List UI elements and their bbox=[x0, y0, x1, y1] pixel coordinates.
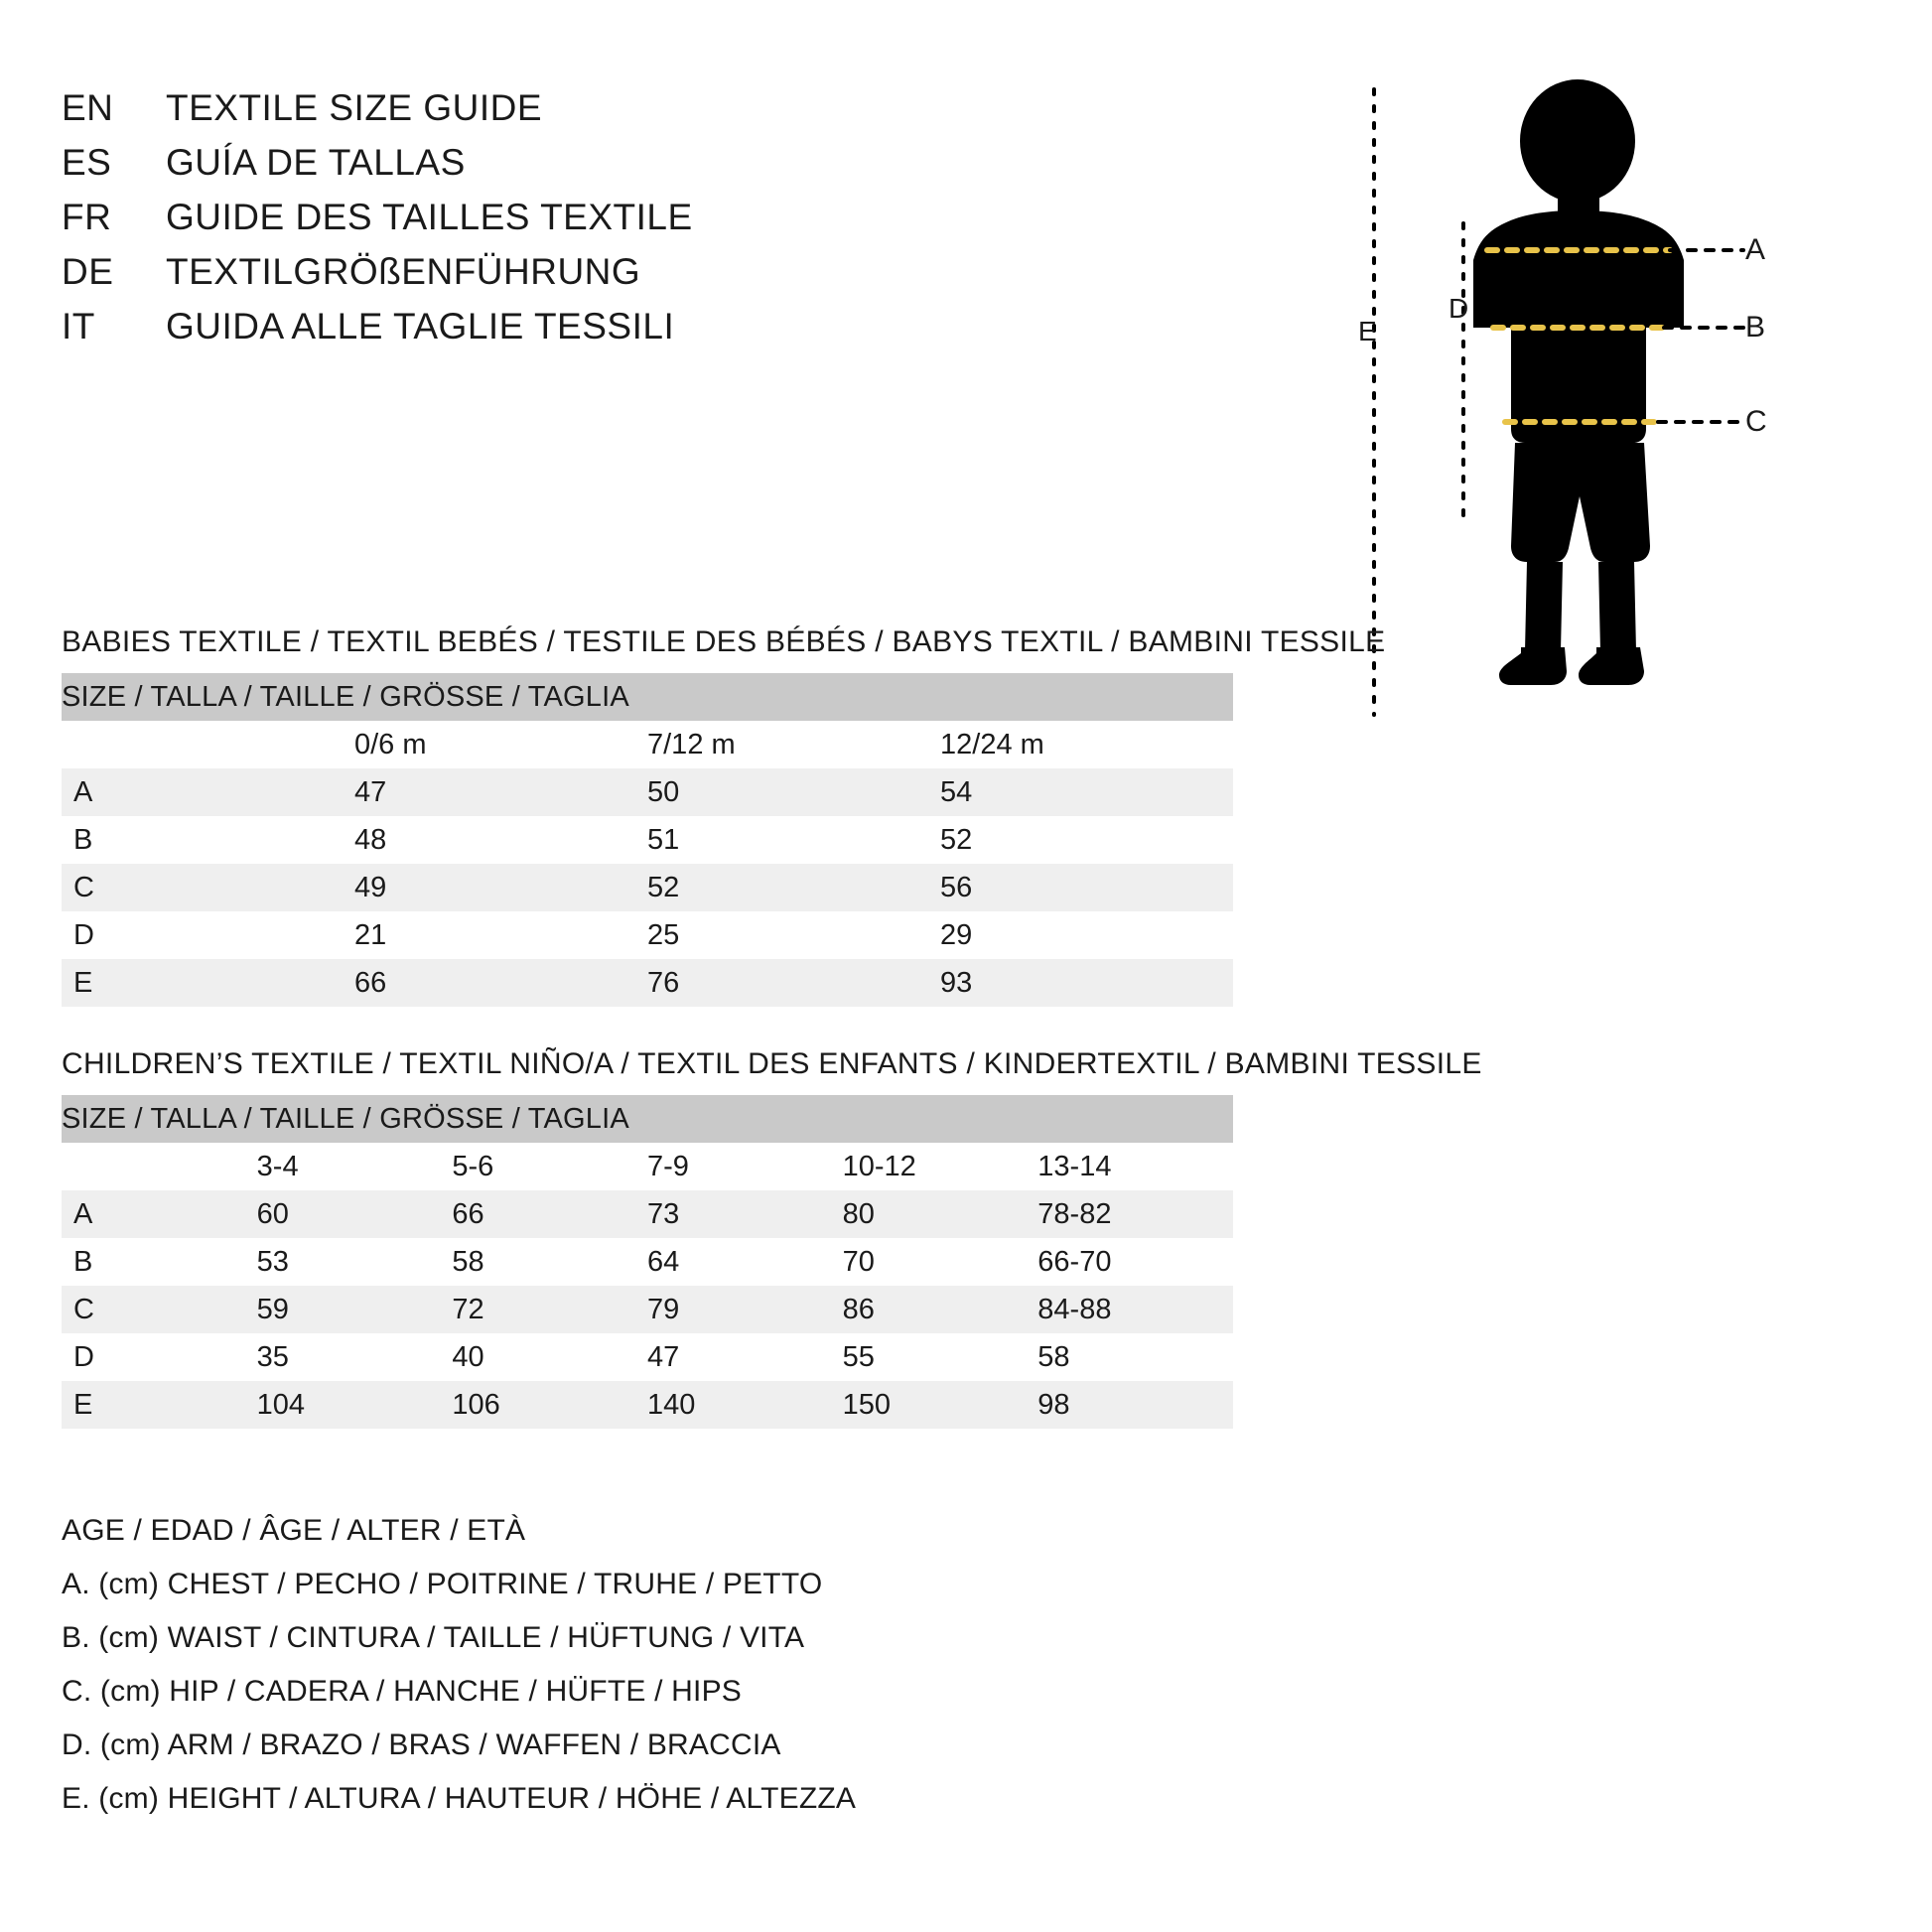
empty-corner-cell bbox=[62, 1143, 257, 1190]
row-label: D bbox=[62, 911, 354, 959]
child-silhouette bbox=[1473, 79, 1684, 685]
row-label: B bbox=[62, 1238, 257, 1286]
row-label: D bbox=[62, 1333, 257, 1381]
legend-line-height: E. (cm) HEIGHT / ALTURA / HAUTEUR / HÖHE / ALTEZZA bbox=[62, 1782, 857, 1815]
language-code: EN bbox=[62, 87, 114, 128]
children-col-header: 5-6 bbox=[452, 1143, 647, 1190]
cell-value: 52 bbox=[940, 816, 1233, 864]
cell-value: 29 bbox=[940, 911, 1233, 959]
figure-label-b: B bbox=[1745, 311, 1766, 344]
cell-value: 48 bbox=[354, 816, 647, 864]
cell-value: 49 bbox=[354, 864, 647, 911]
language-title: TEXTILGRÖßENFÜHRUNG bbox=[166, 251, 641, 292]
language-row bbox=[62, 142, 1154, 197]
cell-value: 56 bbox=[940, 864, 1233, 911]
babies-col-header: 7/12 m bbox=[647, 721, 940, 768]
row-label: C bbox=[62, 1286, 257, 1333]
cell-value: 98 bbox=[1037, 1381, 1233, 1429]
cell-value: 40 bbox=[452, 1333, 647, 1381]
children-section-title: CHILDREN’S TEXTILE / TEXTIL NIÑO/A / TEXTIL DES ENFANTS / KINDERTEXTIL / BAMBINI TESSILE bbox=[62, 1047, 1482, 1080]
figure-label-d: D bbox=[1449, 293, 1469, 324]
babies-size-table bbox=[62, 673, 1233, 1007]
children-col-header: 3-4 bbox=[257, 1143, 453, 1190]
cell-value: 150 bbox=[843, 1381, 1038, 1429]
table-header-band bbox=[62, 673, 1233, 721]
cell-value: 64 bbox=[647, 1238, 843, 1286]
measurement-legend bbox=[62, 1504, 856, 1826]
legend-line-hip: C. (cm) HIP / CADERA / HANCHE / HÜFTE / HIPS bbox=[62, 1675, 742, 1708]
table-row bbox=[62, 864, 1233, 911]
cell-value: 58 bbox=[1037, 1333, 1233, 1381]
language-code: DE bbox=[62, 251, 114, 292]
children-col-header: 13-14 bbox=[1037, 1143, 1233, 1190]
cell-value: 79 bbox=[647, 1286, 843, 1333]
cell-value: 66 bbox=[354, 959, 647, 1007]
cell-value: 52 bbox=[647, 864, 940, 911]
cell-value: 21 bbox=[354, 911, 647, 959]
language-row bbox=[62, 306, 1154, 360]
cell-value: 76 bbox=[647, 959, 940, 1007]
table-row bbox=[62, 1286, 1233, 1333]
babies-section bbox=[62, 625, 1385, 1007]
language-code: FR bbox=[62, 197, 112, 237]
legend-line-waist: B. (cm) WAIST / CINTURA / TAILLE / HÜFTUNG / VITA bbox=[62, 1621, 805, 1654]
cell-value: 66-70 bbox=[1037, 1238, 1233, 1286]
cell-value: 54 bbox=[940, 768, 1233, 816]
babies-col-header: 0/6 m bbox=[354, 721, 647, 768]
table-row bbox=[62, 1190, 1233, 1238]
cell-value: 55 bbox=[843, 1333, 1038, 1381]
cell-value: 60 bbox=[257, 1190, 453, 1238]
children-col-header: 10-12 bbox=[843, 1143, 1038, 1190]
legend-line-age: AGE / EDAD / ÂGE / ALTER / ETÀ bbox=[62, 1514, 526, 1547]
table-column-header-row bbox=[62, 1143, 1233, 1190]
language-title-list bbox=[62, 87, 1154, 360]
language-title: GUIDE DES TAILLES TEXTILE bbox=[166, 197, 693, 237]
cell-value: 104 bbox=[257, 1381, 453, 1429]
language-code: IT bbox=[62, 306, 95, 346]
cell-value: 53 bbox=[257, 1238, 453, 1286]
language-title: TEXTILE SIZE GUIDE bbox=[166, 87, 543, 128]
cell-value: 47 bbox=[354, 768, 647, 816]
figure-label-e: E bbox=[1358, 316, 1377, 346]
row-label: C bbox=[62, 864, 354, 911]
cell-value: 73 bbox=[647, 1190, 843, 1238]
row-label: E bbox=[62, 1381, 257, 1429]
table-row bbox=[62, 1238, 1233, 1286]
table-row bbox=[62, 959, 1233, 1007]
cell-value: 59 bbox=[257, 1286, 453, 1333]
cell-value: 50 bbox=[647, 768, 940, 816]
babies-section-title: BABIES TEXTILE / TEXTIL BEBÉS / TESTILE DES BÉBÉS / BABYS TEXTIL / BAMBINI TESSILE bbox=[62, 625, 1386, 658]
table-header-band bbox=[62, 1095, 1233, 1143]
figure-label-a: A bbox=[1745, 233, 1766, 266]
language-row bbox=[62, 251, 1154, 306]
cell-value: 93 bbox=[940, 959, 1233, 1007]
legend-line-arm: D. (cm) ARM / BRAZO / BRAS / WAFFEN / BRACCIA bbox=[62, 1728, 781, 1761]
babies-band-label: SIZE / TALLA / TAILLE / GRÖSSE / TAGLIA bbox=[62, 673, 1233, 721]
language-code: ES bbox=[62, 142, 112, 183]
legend-line-chest: A. (cm) CHEST / PECHO / POITRINE / TRUHE / PETTO bbox=[62, 1568, 823, 1600]
figure-label-c: C bbox=[1745, 405, 1767, 438]
row-label: B bbox=[62, 816, 354, 864]
row-label: A bbox=[62, 1190, 257, 1238]
cell-value: 51 bbox=[647, 816, 940, 864]
language-row bbox=[62, 197, 1154, 251]
cell-value: 66 bbox=[452, 1190, 647, 1238]
table-row bbox=[62, 1333, 1233, 1381]
children-band-label: SIZE / TALLA / TAILLE / GRÖSSE / TAGLIA bbox=[62, 1095, 1233, 1143]
table-column-header-row bbox=[62, 721, 1233, 768]
language-title: GUIDA ALLE TAGLIE TESSILI bbox=[166, 306, 675, 346]
cell-value: 72 bbox=[452, 1286, 647, 1333]
row-label: E bbox=[62, 959, 354, 1007]
cell-value: 86 bbox=[843, 1286, 1038, 1333]
language-row bbox=[62, 87, 1154, 142]
cell-value: 106 bbox=[452, 1381, 647, 1429]
measurement-figure bbox=[1316, 79, 1872, 715]
empty-corner-cell bbox=[62, 721, 354, 768]
table-row bbox=[62, 1381, 1233, 1429]
row-label: A bbox=[62, 768, 354, 816]
cell-value: 78-82 bbox=[1037, 1190, 1233, 1238]
children-col-header: 7-9 bbox=[647, 1143, 843, 1190]
cell-value: 84-88 bbox=[1037, 1286, 1233, 1333]
cell-value: 35 bbox=[257, 1333, 453, 1381]
language-title: GUÍA DE TALLAS bbox=[166, 142, 466, 183]
cell-value: 80 bbox=[843, 1190, 1038, 1238]
cell-value: 140 bbox=[647, 1381, 843, 1429]
babies-col-header: 12/24 m bbox=[940, 721, 1233, 768]
children-section bbox=[62, 1047, 1482, 1429]
cell-value: 58 bbox=[452, 1238, 647, 1286]
children-size-table bbox=[62, 1095, 1233, 1429]
table-row bbox=[62, 816, 1233, 864]
cell-value: 70 bbox=[843, 1238, 1038, 1286]
table-row bbox=[62, 768, 1233, 816]
cell-value: 47 bbox=[647, 1333, 843, 1381]
cell-value: 25 bbox=[647, 911, 940, 959]
table-row bbox=[62, 911, 1233, 959]
